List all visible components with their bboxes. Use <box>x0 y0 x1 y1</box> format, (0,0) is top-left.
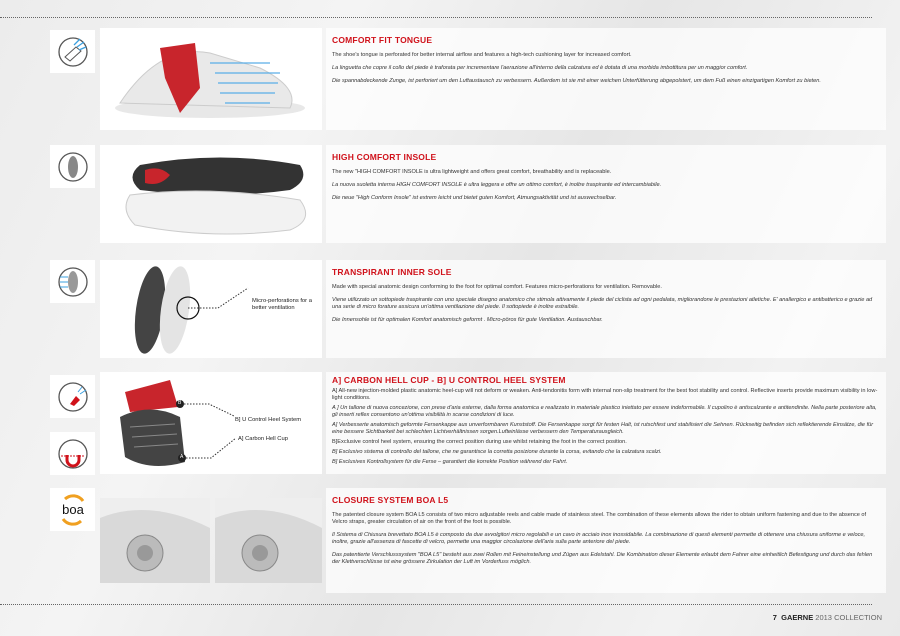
marker-a: A <box>180 454 184 460</box>
page-footer <box>773 613 882 622</box>
boa-logo-text: boa <box>61 501 84 517</box>
tongue-image <box>100 28 322 130</box>
u-control-callout: B] U Control Heel System <box>235 417 302 423</box>
section-closure-system-boa <box>0 488 900 593</box>
section-comfort-fit-tongue <box>0 28 900 130</box>
description-en: The patented closure system BOA L5 consists of two micro adjustable reels and cable made of stainless steel. The combination of these elements allows the rider to obtain uniform fastening and due to the absence of Velcro straps, greater circulation of air on the front of the foot is possible. <box>332 512 867 525</box>
tongue-icon <box>50 30 95 73</box>
collection-label: 2013 COLLECTION <box>815 613 882 622</box>
description-de: A] Verbesserte anatomisch geformte Fersenkappe aus unverformbaren Kunststoff. Die Fersenkappe sorgt für festen Halt, ist rutschfest und stabilisiert die Sehnen. Rückseitig befinden sich reflektierende Einsätze, die für eine bessere Sichtbarkeit bei schlechten Lichtverhältnissen sorgen.Lufteinlässe verbessern den Temperaturausgleich. <box>332 422 874 435</box>
brand-name: GAERNE <box>781 613 814 622</box>
description-de: Die spannabdeckende Zunge, ist perforiert um den Luftaustausch zu verbessern. Außerdem ist sie mit einer weichen Unterfütterung abgepolstert, um dem Fuß einen einzigartigen Komfort zu bieten. <box>332 78 821 84</box>
text-panel <box>326 260 886 358</box>
micro-perforations-callout: Micro-perforations for a better ventilation <box>252 298 312 311</box>
description-it: La nuova suoletta interna HIGH COMFORT INSOLE è ultra leggera e offre un ottimo comfort, è inoltre traspirante ed intercambiabile. <box>332 182 662 188</box>
top-divider <box>0 17 872 18</box>
description-it-b: B] Esclusivo sistema di controllo del tallone, che ne garantisce la corretta posizione durante la corsa, evitando che la calzatura scalzi. <box>332 449 662 455</box>
description-it: Il Sistema di Chiusura brevettato BOA L5 è composto da due avvolgitori micro regolabili e un cavo in acciaio inox inossidabile. La combinazione di questi elementi permette di ottenere una chiusura uniforme e veloce, inoltre, grazie all'assenza di fascette di velcro, permette una maggior circolazione dell'aria sulla parte anteriore del piede. <box>332 532 866 545</box>
description-it: Viene utilizzato un sottopiede traspirante con uno speciale disegno anatomico che stimola attivamente il piede del ciclista ad ogni pedalata, migliorandone le prestazioni atletiche. E' anallergico e antibatterico e grazie ad una serie di micro forature assicura un'ottima ventilazione del piede. Il sottopiede è inoltre estraibile. <box>332 297 873 310</box>
section-transpirant-inner-sole <box>0 260 900 358</box>
text-panel <box>326 488 886 593</box>
insole-icon <box>50 145 95 188</box>
boa-image-2 <box>215 498 322 583</box>
boa-image-1 <box>100 498 210 583</box>
section-title: HIGH COMFORT INSOLE <box>332 152 437 162</box>
section-heel-cup <box>0 372 900 474</box>
insole-image <box>100 145 322 243</box>
heel-system-image <box>100 372 322 474</box>
inner-sole-image <box>100 260 322 358</box>
heel-control-icon <box>50 432 95 475</box>
section-title: A] CARBON HELL CUP - B] U CONTROL HEEL SYSTEM <box>332 375 566 385</box>
description-en: Made with special anatomic design conforming to the foot for optimal comfort. Features micro-perforations for ventilation. Removable. <box>332 284 662 290</box>
carbon-heel-cup-callout: A] Carbon Hell Cup <box>238 436 288 442</box>
description-de: Das patentierte Verschlusssystem "BOA L5" besteht aus zwei Rollen mit Feineinstellung und Zügen aus Edelstahl. Die Kombination dieser Elemente erlaubt dem Fahrer eine einheitlich Befestigung und durch das fehlen der Klettverschlüsse ist eine grössere Zirkulation der Luft im Vorderfuss möglich. <box>332 552 873 565</box>
description-en: The shoe's tongue is perforated for better internal airflow and features a high-tech cushioning layer for increased comfort. <box>332 52 632 58</box>
description-en: The new "HIGH COMFORT INSOLE is ultra lightweight and offers great comfort, breathability and is replaceable. <box>332 169 612 175</box>
ventilated-sole-icon <box>50 260 95 303</box>
description-it: A ] Un tallone di nuova concezione, con prese d'aria esterne, dalla forma anatomica e realizzato in materiale plastico iniettato per essere indeformabile. Il cupolino è antiscalzante e antitendinite. Nella parte posteriore alta, gli inserti reflex consentono un'ottima visibilità in scarse condizioni di luce. <box>332 405 877 418</box>
page-number: 7 <box>772 613 777 622</box>
boa-logo <box>50 488 95 531</box>
section-title: TRANSPIRANT INNER SOLE <box>332 267 452 277</box>
description-it: La linguetta che copre il collo del piede è traforata per incrementare l'aerazione all'interno della calzatura ed è dotata di una morbida imbottitura per un maggior comfort. <box>332 65 748 71</box>
text-panel <box>326 145 886 243</box>
text-panel <box>326 28 886 130</box>
description-en-b: B]Exclusive control heel system, ensuring the correct position during use whilst retaining the foot in the correct position. <box>332 439 627 445</box>
description-de: Die neue "High Conform Insole" ist extrem leicht und bietet guten Komfort, Atmungsaktivität und ist auswechselbar. <box>332 195 617 201</box>
description-en: A] All-new injection-molded plastic anatomic heel-cup will not deform or weaken. Anti-tendonitis form with internal non-slip treatment for the best foot stability and control. Reflective inserts provide maximum visibility in low-light conditions. <box>332 388 878 401</box>
text-panel <box>326 372 886 474</box>
section-title: COMFORT FIT TONGUE <box>332 35 433 45</box>
marker-b: B <box>178 400 182 406</box>
description-de: Die Innensohle ist für optimalen Komfort anatomisch geformt . Micro-pöros für gute Ventilation. Austauschbar. <box>332 317 603 323</box>
section-high-comfort-insole <box>0 145 900 243</box>
section-title: CLOSURE SYSTEM BOA L5 <box>332 495 449 505</box>
heel-cup-icon <box>50 375 95 418</box>
description-de-b: B] Exclusives Kontrollsystem für die Ferse – garantiert die korrekte Position während der Fahrt. <box>332 459 568 465</box>
bottom-divider <box>0 604 872 605</box>
